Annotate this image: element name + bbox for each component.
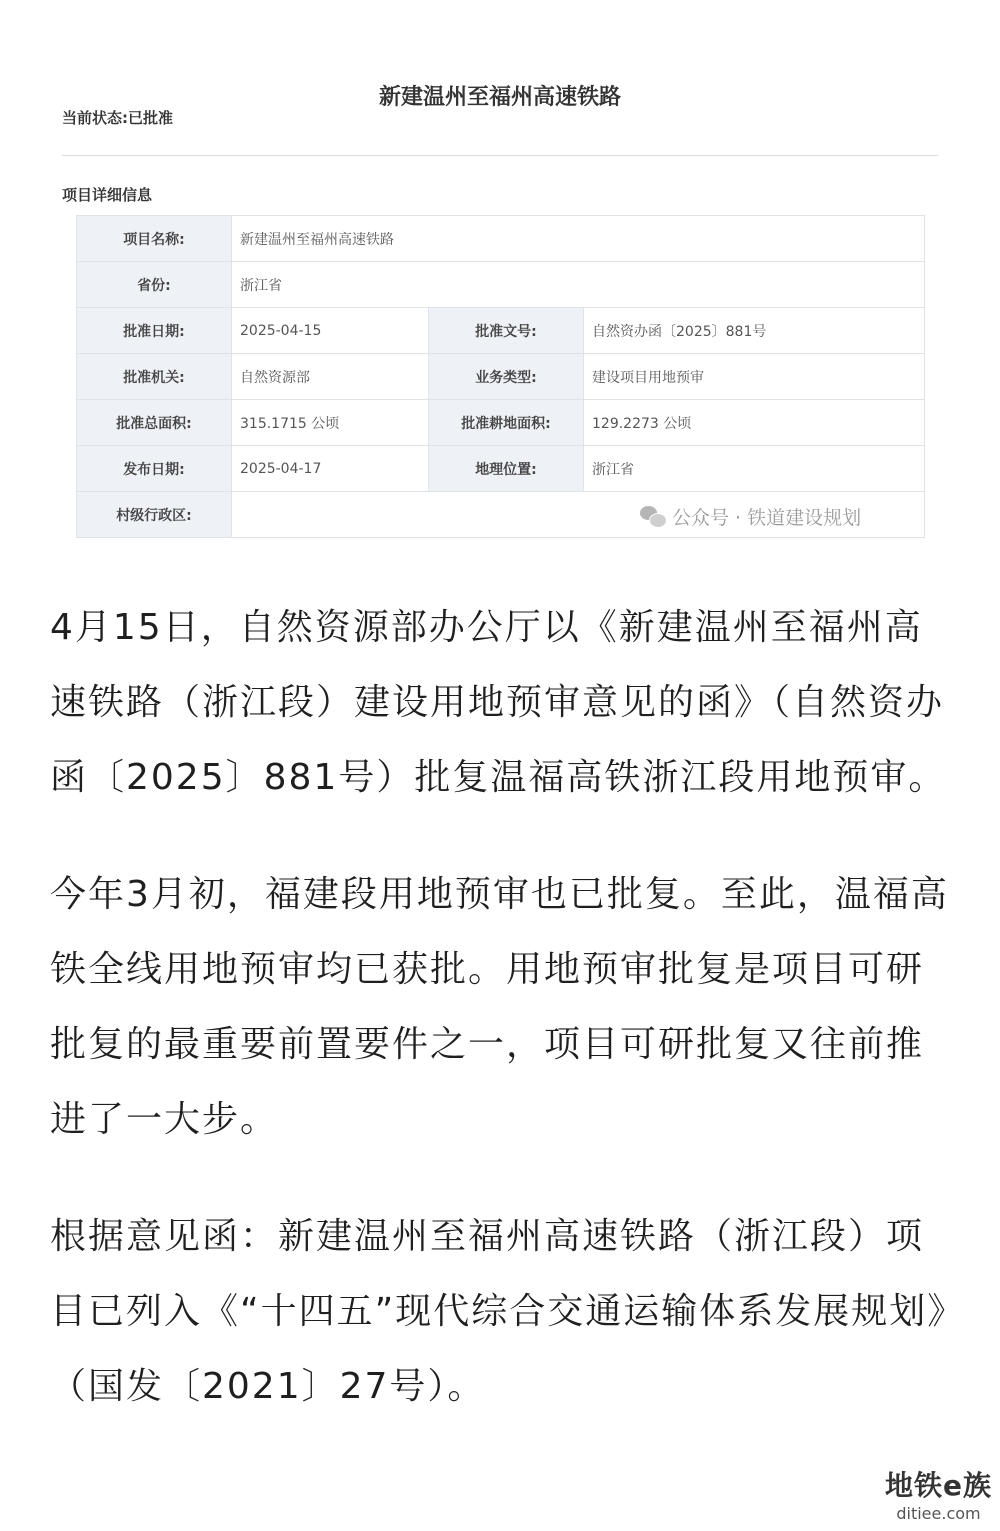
table-row xyxy=(77,354,925,400)
watermark-text: 公众号 · 铁道建设规划 xyxy=(672,507,862,529)
table-label: 项目名称: xyxy=(77,216,232,262)
table-label: 业务类型: xyxy=(429,354,584,400)
table-value: 建设项目用地预审 xyxy=(584,354,925,400)
table-value: 315.1715 公顷 xyxy=(232,400,429,446)
embedded-screenshot xyxy=(0,0,1000,560)
table-label: 批准日期: xyxy=(77,308,232,354)
table-label: 批准机关: xyxy=(77,354,232,400)
table-value: 新建温州至福州高速铁路 xyxy=(232,216,925,262)
page-title: 新建温州至福州高速铁路 xyxy=(378,84,621,110)
table-row xyxy=(77,216,925,262)
site-logo xyxy=(885,1464,992,1523)
table-value: 2025-04-17 xyxy=(232,446,429,492)
status-label: 当前状态:已批准 xyxy=(62,109,173,127)
wechat-icon xyxy=(640,506,666,528)
table-row xyxy=(77,308,925,354)
table-row xyxy=(77,262,925,308)
article-paragraph: 今年3月初，福建段用地预审也已批复。至此，温福高铁全线用地预审均已获批。用地预审批复是项目可研批复的最重要前置要件之一，项目可研批复又往前推进了一大步。 xyxy=(50,874,949,1140)
site-logo-name: 地铁e族 xyxy=(885,1469,992,1502)
watermark xyxy=(640,503,861,530)
article-body xyxy=(50,590,950,1466)
table-row xyxy=(77,446,925,492)
table-label: 省份: xyxy=(77,262,232,308)
table-label: 批准文号: xyxy=(429,308,584,354)
table-row xyxy=(77,400,925,446)
table-label: 村级行政区: xyxy=(77,492,232,538)
article-paragraph: 根据意见函：新建温州至福州高速铁路（浙江段）项目已列入《“十四五”现代综合交通运输体系发展规划》（国发〔2021〕27号）。 xyxy=(50,1216,948,1407)
table-value: 2025-04-15 xyxy=(232,308,429,354)
divider xyxy=(62,155,938,156)
table-label: 批准总面积: xyxy=(77,400,232,446)
project-info-table xyxy=(76,215,925,538)
table-label: 批准耕地面积: xyxy=(429,400,584,446)
table-label: 地理位置: xyxy=(429,446,584,492)
site-logo-domain: ditiee.com xyxy=(896,1504,981,1523)
table-value: 自然资办函〔2025〕881号 xyxy=(584,308,925,354)
table-label: 发布日期: xyxy=(77,446,232,492)
section-title: 项目详细信息 xyxy=(62,186,153,204)
table-value: 自然资源部 xyxy=(232,354,429,400)
table-value: 129.2273 公顷 xyxy=(584,400,925,446)
article-paragraph: 4月15日，自然资源部办公厅以《新建温州至福州高速铁路（浙江段）建设用地预审意见的函》（自然资办函〔2025〕881号）批复温福高铁浙江段用地预审。 xyxy=(50,607,947,798)
table-value: 浙江省 xyxy=(232,262,925,308)
table-value: 浙江省 xyxy=(584,446,925,492)
